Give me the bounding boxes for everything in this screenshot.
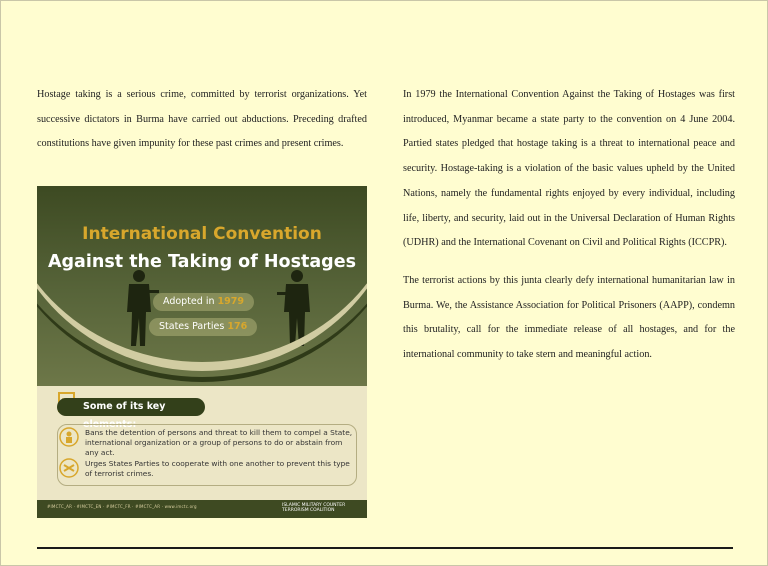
hostage-icon xyxy=(59,427,79,447)
key-element-item: Urges States Parties to cooperate with one another to prevent this type of terrorist crimes. xyxy=(85,459,350,478)
key-element-item: Bans the detention of persons and threat to kill them to compel a State, international organization or a group of persons to do or abstain from any act. xyxy=(85,428,353,457)
key-elements-heading: Some of its key elements: xyxy=(57,398,205,416)
condemnation-paragraph: The terrorist actions by this junta clearly defy international humanitarian law in Burma. We, the Assistance Association for Political Prisoners (AAPP), condemn this brutality, call for the immediate release of all hostages, and for the international community to take stern and meaningful action. xyxy=(403,274,735,361)
states-parties-pill xyxy=(149,318,257,336)
left-column xyxy=(37,83,367,157)
convention-poster-image xyxy=(37,186,367,518)
convention-paragraph: In 1979 the International Convention Against the Taking of Hostages was first introduced, Myanmar became a state party to the convention on 4 June 2004. Partied states pledged that hostage taking is a threat to international peace and security. Hostage-taking is a violation of the basic values upheld by the United Nations, namely the fundamental rights enjoyed by every individual, including life, liberty, and security, laid out in the Universal Declaration of Human Rights (UDHR) and the International Covenant on Civil and Political Rights (ICCPR). xyxy=(403,89,735,249)
poster-footer-org: ISLAMIC MILITARY COUNTER TERRORISM COALITION xyxy=(282,503,346,513)
poster-title-line1: International Convention xyxy=(82,224,322,244)
bottom-divider xyxy=(37,547,733,549)
cooperation-icon xyxy=(59,458,79,478)
states-parties-label: States Parties xyxy=(159,321,225,332)
poster-footer-links: #IMCTC_AR · #IMCTC_EN · #IMCTC_FR · #IMCTC_AR · www.imctc.org xyxy=(47,504,197,509)
right-column xyxy=(403,83,735,368)
poster-title-line2: Against the Taking of Hostages xyxy=(47,252,356,272)
poster-footer xyxy=(37,500,367,518)
states-parties-value: 176 xyxy=(227,321,248,332)
adopted-pill xyxy=(153,293,254,311)
intro-paragraph: Hostage taking is a serious crime, committed by terrorist organizations. Yet successive dictators in Burma have carried out abductions. Preceding drafted constitutions have given impunity for these past crimes and present crimes. xyxy=(37,89,367,150)
adopted-value: 1979 xyxy=(217,296,244,307)
adopted-label: Adopted in xyxy=(163,296,215,307)
